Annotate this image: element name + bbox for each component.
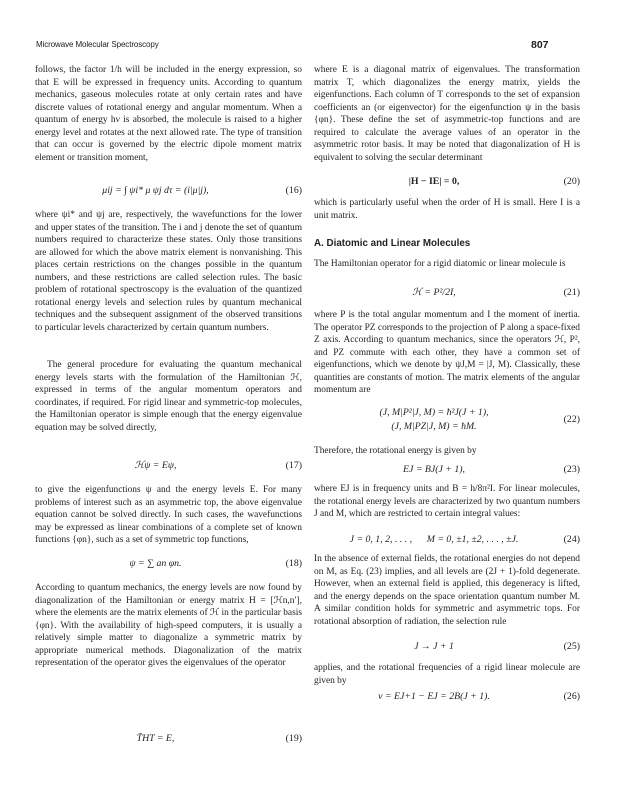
equation-body: T̃HT = E,	[136, 733, 175, 744]
equation-20	[314, 175, 580, 189]
equation-17	[35, 459, 302, 473]
equation-body: μij = ∫ ψi* μ ψj dτ = (i|μ|j),	[102, 185, 209, 196]
page-number: 807	[531, 39, 549, 51]
equation-16	[35, 184, 302, 198]
equation-line: (J, M|PZ|J, M) = ħM.	[391, 421, 477, 432]
paragraph: follows, the factor 1/h will be included in the energy expression, so that E will be expressed in frequency units. According to quantum mechanics, gaseous molecules rotate at only certain rates and have discrete values of rotational energy and angular momentum. When a quantum of energy hν is absorbed, the molecule is raised to a higher energy level and rotates at the next allowed rate. The type of transition that can occur is governed by the electric dipole moment matrix element or transition moment,	[35, 65, 302, 163]
equation-number: (19)	[285, 733, 302, 744]
paragraph: The general procedure for evaluating the quantum mechanical energy levels starts with the formulation of the Hamiltonian ℋ, expressed in terms of the angular momentum operators and coordinates, if required. For rigid linear and symmetric-top molecules, the Hamiltonian operator is simple enough that the energy eigenvalue equation may be solved directly,	[35, 360, 302, 433]
equation-body: J → J + 1	[414, 641, 454, 652]
equation-19	[35, 732, 302, 746]
paragraph: The Hamiltonian operator for a rigid diatomic or linear molecule is	[314, 259, 566, 269]
equation-number: (21)	[563, 287, 580, 298]
equation-18	[35, 557, 302, 571]
paragraph: In the absence of external fields, the rotational energies do not depend on M, as Eq. (23) implies, and all levels are (2J + 1)-fold degenerate. However, when an external field is applied, this degeneracy is lifted, and the energy depends on the space orientation quantum number M. A similar condition holds for symmetric and asymmetric tops. For rotational absorption of radiation, the selection rule	[314, 554, 580, 627]
section-heading: A. Diatomic and Linear Molecules	[314, 238, 471, 249]
paragraph: where ψi* and ψj are, respectively, the wavefunctions for the lower and upper states of the transition. The i and j denote the set of quantum numbers required to characterize these states. Only those transitions are allowed for which the above matrix element is nonvanishing. This places certain restrictions on the changes possible in the quantum numbers, and these restrictions are called selection rules. The basic problem of rotational spectroscopy is the evaluation of the quantized rotational energy levels and selection rules by quantum mechanical techniques and the subsequent assignment of the observed transitions to particular levels characterized by certain quantum numbers.	[35, 210, 302, 333]
equation-body: J = 0, 1, 2, . . . , M = 0, ±1, ±2, . . . , ±J.	[349, 534, 519, 545]
equation-23	[314, 463, 580, 477]
equation-number: (24)	[563, 534, 580, 545]
paragraph: applies, and the rotational frequencies of a rigid linear molecule are given by	[314, 663, 580, 686]
paragraph: to give the eigenfunctions ψ and the energy levels E. For many problems of interest such as an asymmetric top, the above eigenvalue equation cannot be solved directly. In such cases, the wavefunctions may be expressed as linear combinations of a complete set of known functions {φn}, such as a set of symmetric top functions,	[35, 485, 302, 545]
equation-number: (23)	[563, 464, 580, 475]
paragraph: where EJ is in frequency units and B = h/8π²I. For linear molecules, the rotational energy levels are characterized by two quantum numbers J and M, which are restricted to certain integral values:	[314, 484, 580, 519]
equation-body: EJ = BJ(J + 1),	[403, 464, 465, 475]
equation-body: |H − IE| = 0,	[408, 176, 460, 187]
paragraph: where E is a diagonal matrix of eigenvalues. The transformation matrix T, which diagonalizes the energy matrix, yields the eigenfunctions. Each column of T corresponds to the set of expansion coefficients an (or eigenvector) for the eigenfunction ψ in the basis {φn}. These define the set of asymmetric-top functions and are required to calculate the average values of an operator in the asymmetric rotor basis. It may be noted that diagonalization of H is equivalent to solving the secular determinant	[314, 65, 580, 163]
equation-number: (17)	[285, 460, 302, 471]
equation-number: (18)	[285, 558, 302, 569]
equation-line: (J, M|P²|J, M) = ħ²J(J + 1),	[379, 407, 489, 418]
equation-body: ℋ = P²/2I,	[412, 287, 456, 298]
equation-body: ν = EJ+1 − EJ = 2B(J + 1).	[378, 691, 490, 702]
equation-number: (20)	[563, 176, 580, 187]
equation-number: (26)	[563, 691, 580, 702]
paragraph: where P is the total angular momentum and I the moment of inertia. The operator PZ corresponds to the projection of P along a space-fixed Z axis. According to quantum mechanics, since the operators ℋ, P², and PZ commute with each other, they have a common set of eigenfunctions, which we denote by ψJ,M = |J, M). Classically, these quantities are constants of motion. The matrix elements of the angular momentum are	[314, 310, 580, 395]
equation-body: ℋψ = Eψ,	[134, 460, 177, 471]
running-title: Microwave Molecular Spectroscopy	[36, 40, 159, 49]
equation-22	[314, 406, 580, 434]
equation-25	[314, 640, 580, 654]
paragraph: According to quantum mechanics, the energy levels are now found by diagonalization of the Hamiltonian or energy matrix H = [ℋn,n′], where the elements are the matrix elements of ℋ in the particular basis {φn}. With the availability of high-speed computers, it is usually a relatively simple matter to diagonalize a symmetric matrix by appropriate numerical methods. Diagonalization of the matrix representation of the operator gives the eigenvalues of the operator	[35, 583, 302, 668]
paragraph: Therefore, the rotational energy is given by	[314, 446, 477, 456]
equation-24	[314, 533, 580, 547]
paragraph: which is particularly useful when the order of H is small. Here I is a unit matrix.	[314, 198, 580, 221]
equation-number: (22)	[563, 414, 580, 425]
equation-number: (25)	[563, 641, 580, 652]
equation-26	[314, 690, 580, 704]
equation-21	[314, 286, 580, 300]
equation-number: (16)	[285, 185, 302, 196]
equation-body: ψ = ∑ an φn.	[129, 558, 182, 569]
